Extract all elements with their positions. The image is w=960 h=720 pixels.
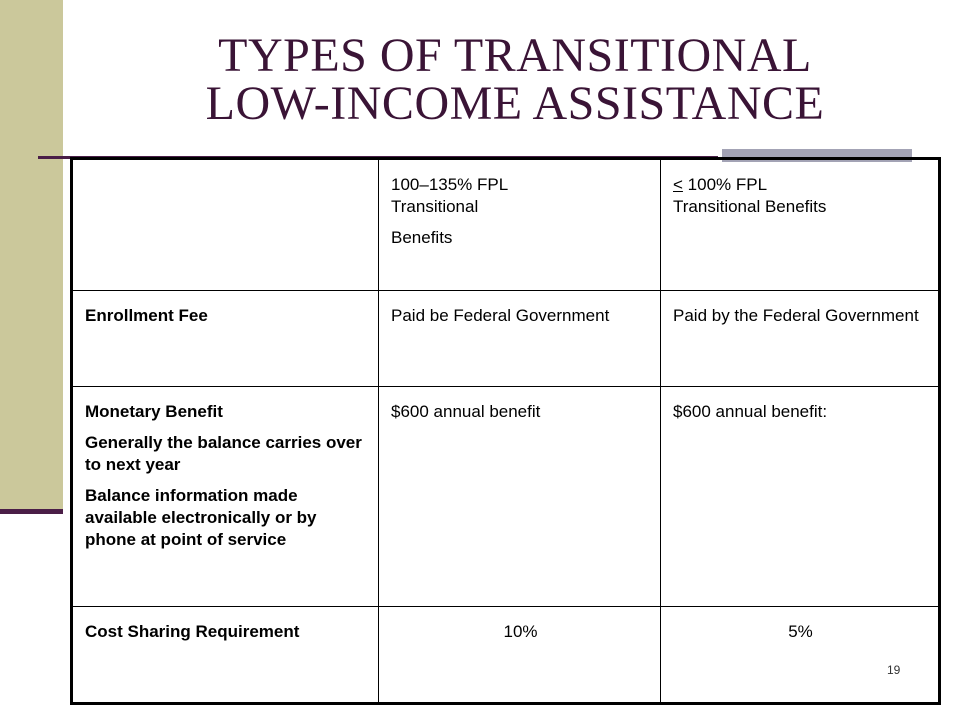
- header-cell-under-100-line1: 100% FPL: [682, 175, 768, 194]
- table-row: [72, 387, 940, 607]
- header-cell-100-135-line3: Benefits: [391, 228, 453, 247]
- header-empty-cell: [72, 159, 379, 291]
- monetary-benefit-note-balance: Balance information made available electronically or by phone at point of service: [85, 486, 317, 549]
- row-cell-enrollment-100-135: Paid be Federal Government: [379, 291, 661, 387]
- table-header-row: [72, 159, 940, 291]
- header-cell-100-135-line2: Transitional: [391, 197, 479, 216]
- assistance-table: [70, 157, 941, 705]
- less-than-symbol: <: [673, 175, 683, 194]
- header-cell-100-135: [379, 159, 661, 291]
- row-label-cost-sharing: Cost Sharing Requirement: [72, 607, 379, 704]
- row-cell-monetary-100-135: $600 annual benefit: [379, 387, 661, 607]
- slide-title: [100, 29, 930, 130]
- row-label-enrollment-fee: Enrollment Fee: [72, 291, 379, 387]
- header-cell-100-135-line1: 100–135% FPL: [391, 175, 509, 194]
- table-row: [72, 607, 940, 704]
- row-cell-cost-sharing-under-100: 5%: [661, 607, 940, 704]
- table-row: [72, 291, 940, 387]
- header-cell-under-100: [661, 159, 940, 291]
- page-number: 19: [887, 663, 901, 677]
- row-cell-cost-sharing-100-135: 10%: [379, 607, 661, 704]
- side-accent-rule: [0, 509, 63, 514]
- side-accent-bar: [0, 0, 63, 510]
- header-cell-under-100-line2: Transitional Benefits: [673, 197, 827, 216]
- monetary-benefit-note-carryover: Generally the balance carries over to next year: [85, 433, 362, 474]
- row-cell-monetary-under-100: $600 annual benefit:: [661, 387, 940, 607]
- row-label-monetary-benefit: [72, 387, 379, 607]
- slide-title-line-1: TYPES OF TRANSITIONAL: [218, 29, 812, 82]
- monetary-benefit-label: Monetary Benefit: [85, 402, 223, 421]
- slide-title-line-2: LOW-INCOME ASSISTANCE: [205, 77, 825, 130]
- row-cell-enrollment-under-100: Paid by the Federal Government: [661, 291, 940, 387]
